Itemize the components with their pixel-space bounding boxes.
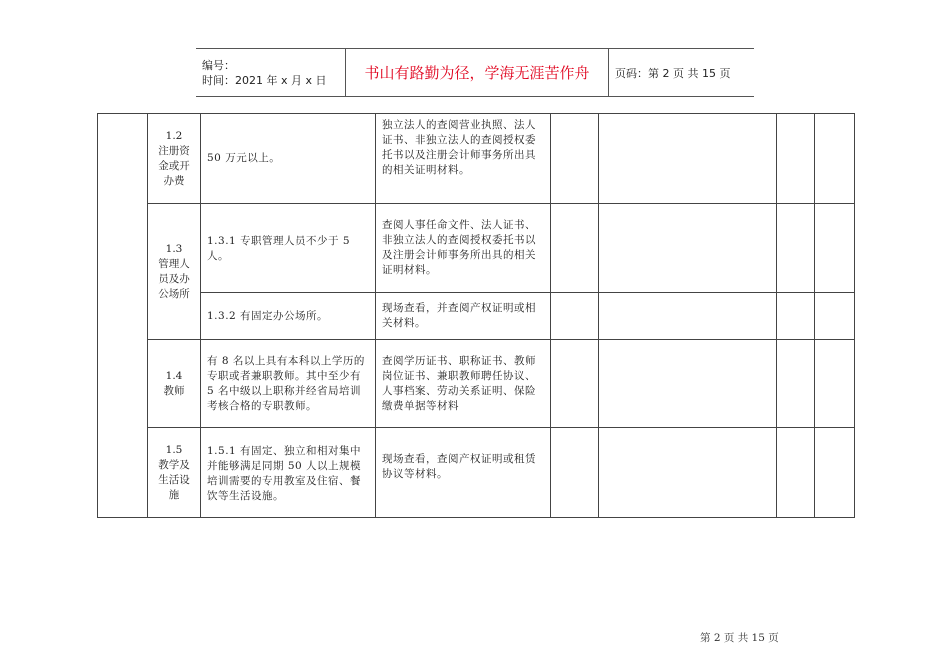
- header-motto: 书山有路勤为径，学海无涯苦作舟: [346, 49, 609, 97]
- verification-cell: 查阅人事任命文件、法人证书、非独立法人的查阅授权委托书以及注册会计师事务所出具的相关证明材料。: [376, 204, 551, 293]
- blank-cell: [599, 340, 777, 428]
- category-cell: [98, 114, 148, 518]
- blank-cell: [777, 204, 815, 293]
- blank-cell: [599, 114, 777, 204]
- item-name-cell: 1.4 教师: [148, 340, 201, 428]
- blank-cell: [815, 428, 855, 518]
- blank-cell: [777, 428, 815, 518]
- standard-cell: 有 8 名以上具有本科以上学历的专职或者兼职教师。其中至少有 5 名中级以上职称并经省局培训考核合格的专职教师。: [201, 340, 376, 428]
- verification-cell: 查阅学历证书、职称证书、教师岗位证书、兼职教师聘任协议、人事档案、劳动关系证明、保险缴费单据等材料: [376, 340, 551, 428]
- blank-cell: [551, 293, 599, 340]
- table-row: [98, 293, 855, 340]
- blank-cell: [815, 204, 855, 293]
- standard-cell: 50 万元以上。: [201, 114, 376, 204]
- header-meta: [196, 49, 346, 97]
- blank-cell: [777, 340, 815, 428]
- item-name-cell: 1.3 管理人员及办公场所: [148, 204, 201, 340]
- standard-cell: 1.3.1 专职管理人员不少于 5 人。: [201, 204, 376, 293]
- table-row: [98, 340, 855, 428]
- item-name-cell: 1.2 注册资金或开办费: [148, 114, 201, 204]
- criteria-table: [97, 113, 855, 518]
- blank-cell: [551, 114, 599, 204]
- blank-cell: [551, 428, 599, 518]
- document-header: [196, 48, 754, 97]
- standard-cell: 1.3.2 有固定办公场所。: [201, 293, 376, 340]
- blank-cell: [815, 340, 855, 428]
- table-row: [98, 204, 855, 293]
- blank-cell: [815, 114, 855, 204]
- verification-cell: 独立法人的查阅营业执照、法人证书、非独立法人的查阅授权委托书以及注册会计师事务所出具的相关证明材料。: [376, 114, 551, 204]
- verification-cell: 现场查看，查阅产权证明或租赁协议等材料。: [376, 428, 551, 518]
- blank-cell: [551, 204, 599, 293]
- blank-cell: [599, 204, 777, 293]
- standard-cell: 1.5.1 有固定、独立和相对集中并能够满足同期 50 人以上规模培训需要的专用教室及住宿、餐饮等生活设施。: [201, 428, 376, 518]
- header-page-number: 页码：第 2 页 共 15 页: [609, 49, 755, 97]
- blank-cell: [551, 340, 599, 428]
- document-date: 时间：2021 年 x 月 x 日: [202, 73, 327, 87]
- item-name-cell: 1.5 教学及生活设施: [148, 428, 201, 518]
- blank-cell: [815, 293, 855, 340]
- table-row: [98, 114, 855, 204]
- verification-cell: 现场查看，并查阅产权证明或相关材料。: [376, 293, 551, 340]
- page-footer: 第 2 页 共 15 页: [700, 632, 779, 644]
- blank-cell: [599, 428, 777, 518]
- document-number: 编号：: [202, 58, 235, 72]
- blank-cell: [599, 293, 777, 340]
- blank-cell: [777, 293, 815, 340]
- table-row: [98, 428, 855, 518]
- blank-cell: [777, 114, 815, 204]
